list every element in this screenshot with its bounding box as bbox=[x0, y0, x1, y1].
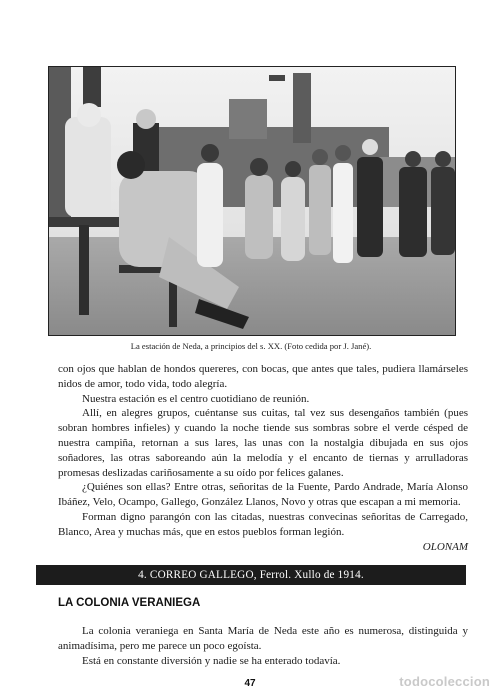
paragraph: Nuestra estación es el centro cuotidiano de reunión. bbox=[82, 392, 310, 405]
section-heading-bar bbox=[36, 565, 466, 585]
article-title: LA COLONIA VERANIEGA bbox=[58, 597, 201, 609]
article-body bbox=[58, 362, 468, 554]
page-number: 47 bbox=[244, 678, 256, 689]
paragraph: Está en constante diversión y nadie se ha enterado todavía. bbox=[82, 654, 341, 667]
photo-caption: La estación de Neda, a principios del s. XX. (Foto cedida por J. Jané). bbox=[130, 341, 372, 351]
paragraph: ¿Quiénes son ellas? Entre otras, señoritas de la Fuente, Pardo Andrade, María Alonso Ibáñez, Velo, Ocampo, Gallego, González Llanos, Novo y otras que escapan a mi memoria. bbox=[58, 481, 468, 509]
section-heading: 4. CORREO GALLEGO, Ferrol. Xullo de 1914. bbox=[138, 569, 364, 581]
paragraph: La colonia veraniega en Santa María de Neda este año es numerosa, distinguida y animadísima, pero me parece un poco egoísta. bbox=[58, 625, 468, 652]
watermark-logo bbox=[399, 674, 490, 689]
historic-photo bbox=[48, 66, 456, 336]
article-body-2 bbox=[58, 624, 468, 668]
station-photo-illustration bbox=[49, 67, 455, 335]
paragraph: con ojos que hablan de hondos quereres, con bocas, que antes que tales, pudiera llamárseles nidos de amor, todo vida, todo alegría. bbox=[58, 363, 468, 390]
paragraph: Forman digno parangón con las citadas, nuestras convecinas señoritas de Carregado, Blanco, Area y muchas más, que en estos pueblos forman legión. bbox=[58, 510, 468, 538]
author-signature: OLONAM bbox=[422, 540, 468, 553]
paragraph: Allí, en alegres grupos, cuéntanse sus cuitas, tal vez sus desengaños también (pues sobran hombres infieles) y cuando la noche tiende sus sombras sobre el verde césped de nuestra campiña, retornan a sus lares, las unas con la nostalgia dibujada en sus ojos soñadores, las otras saboreando aún la melodía y el encanto de tiernas y arrulladoras promesas deslizadas cariñosamente a su oído por felices galanes. bbox=[58, 407, 468, 479]
watermark-text: todocoleccion bbox=[399, 674, 490, 689]
